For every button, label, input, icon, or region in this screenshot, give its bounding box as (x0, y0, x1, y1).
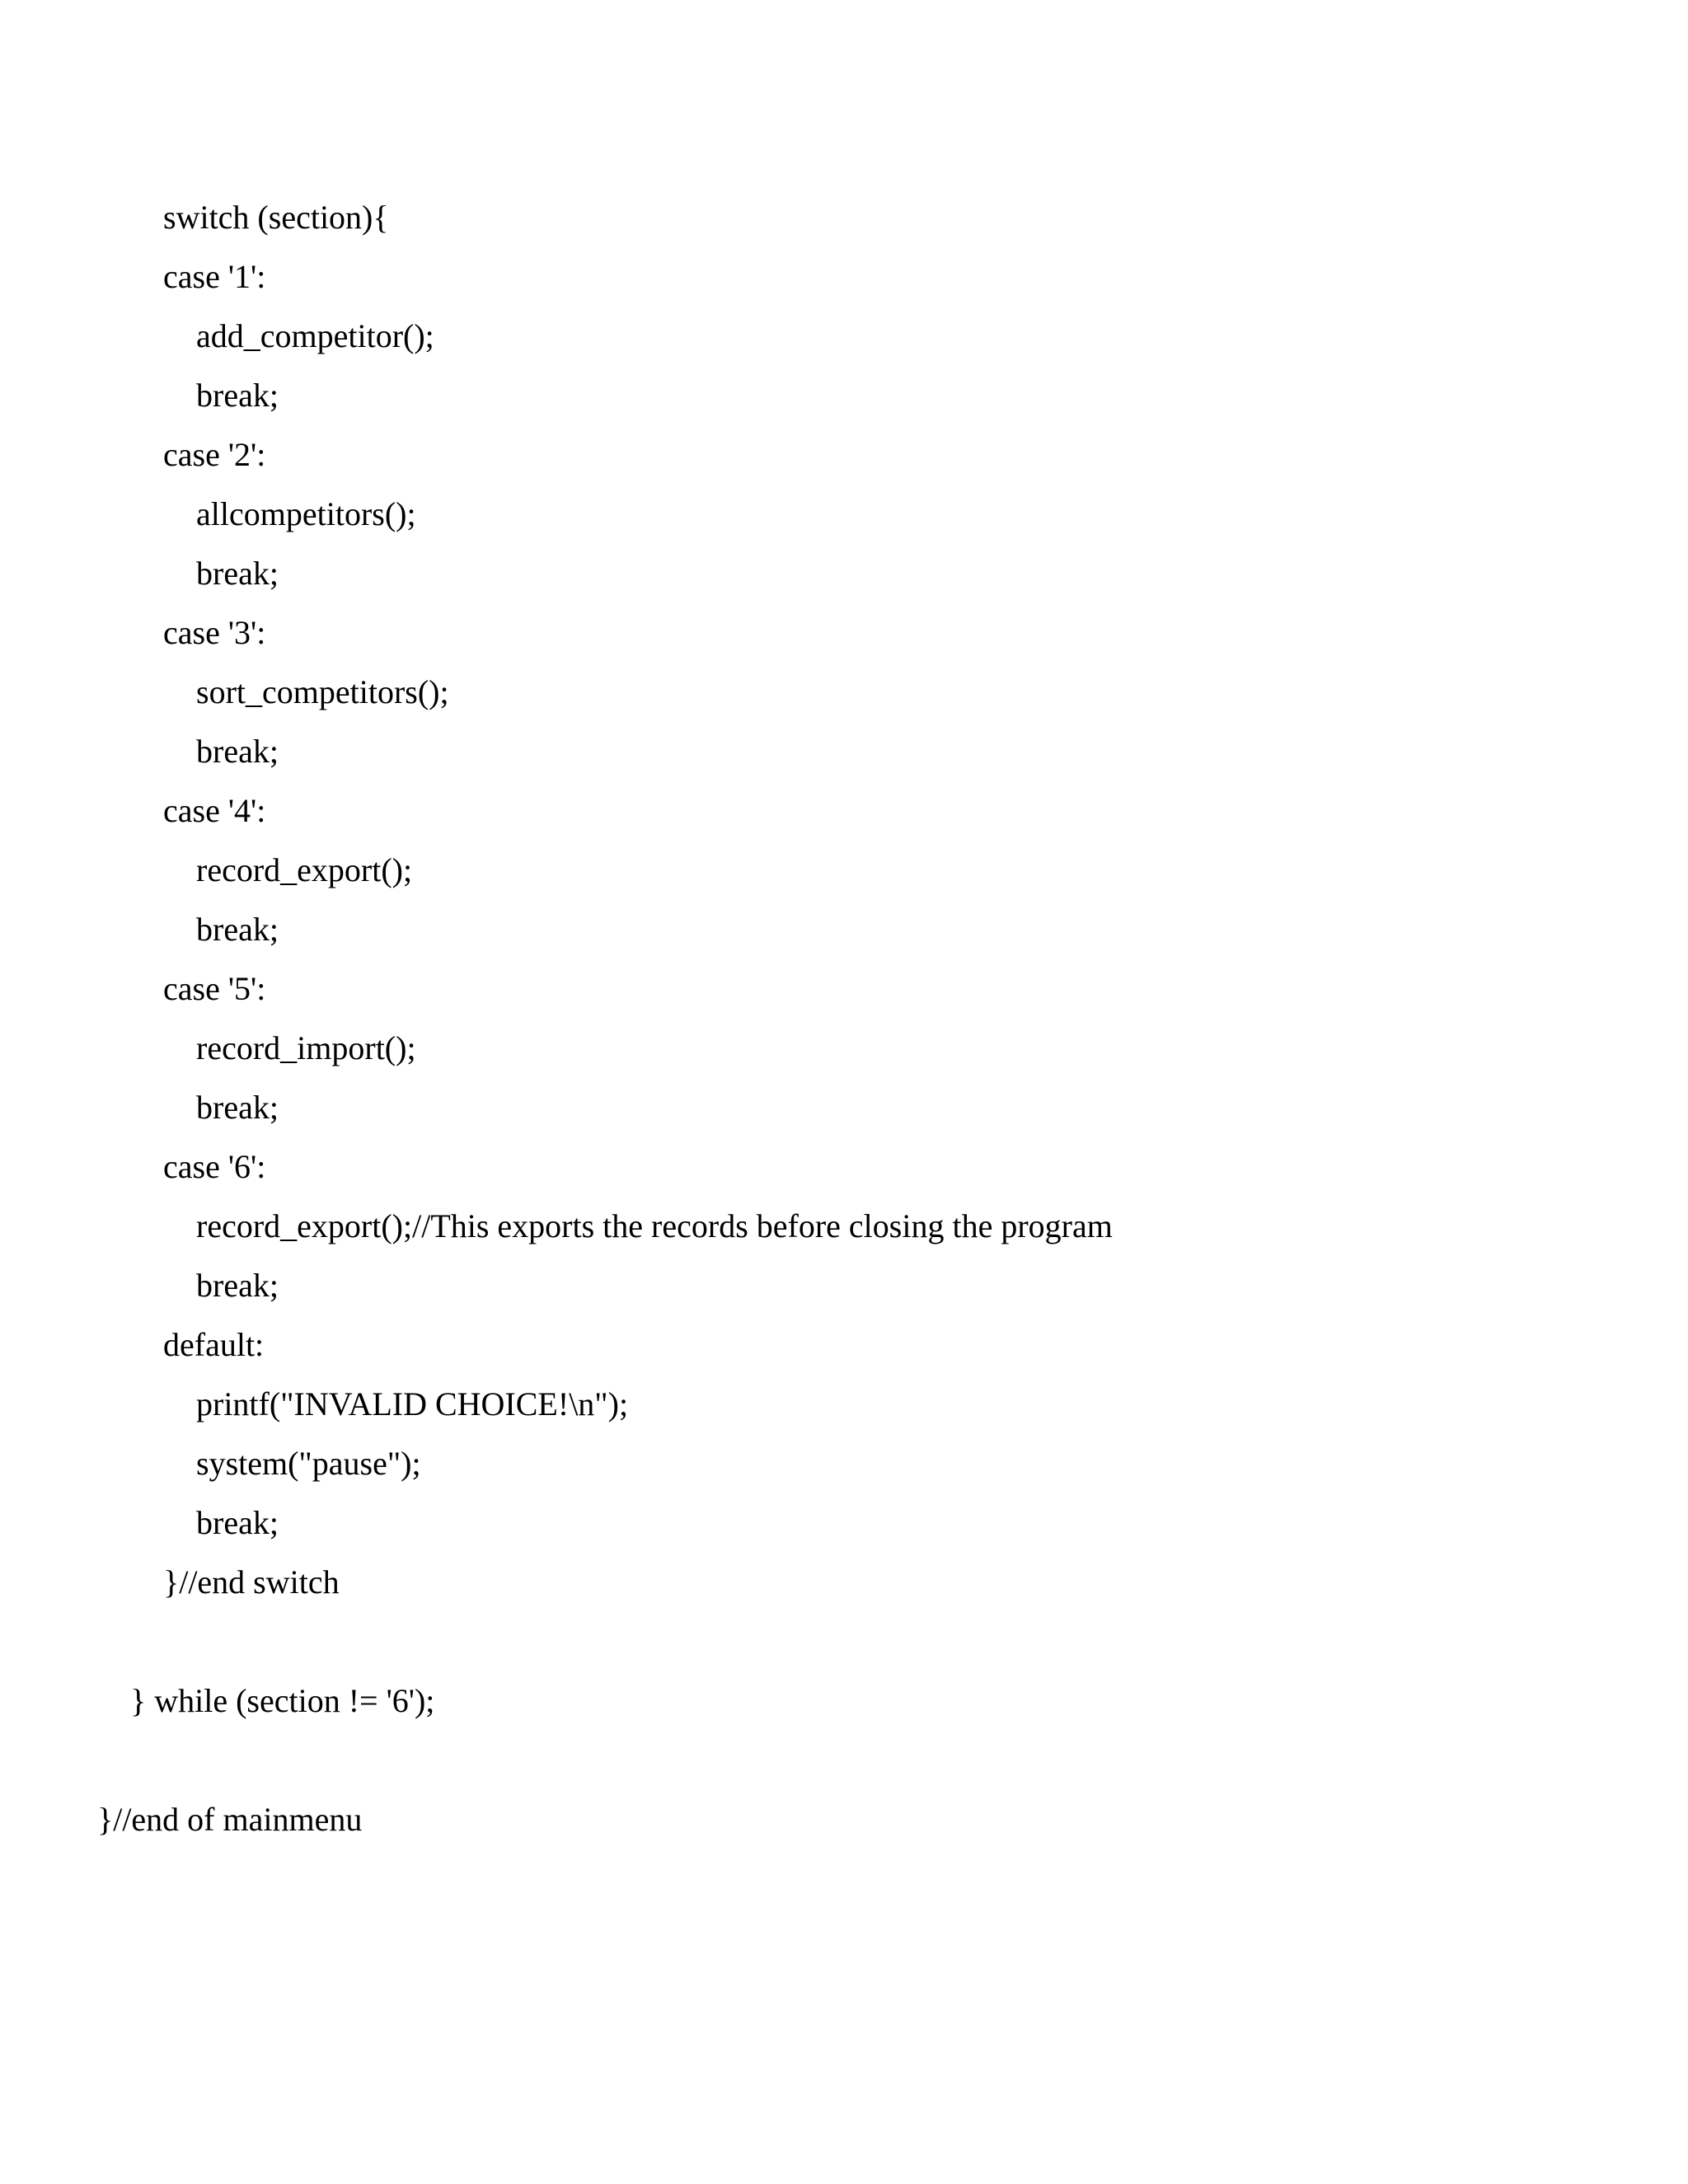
system-pause-call: system("pause"); (196, 1445, 421, 1482)
record-export-comment-line: record_export();//This exports the records before closing the program (196, 1207, 1113, 1244)
record-import-call: record_import(); (196, 1029, 416, 1066)
break-statement: break; (196, 1089, 279, 1126)
break-statement: break; (196, 555, 279, 592)
end-switch-line: }//end switch (163, 1563, 340, 1601)
case-1-label: case '1': (163, 258, 266, 295)
record-export-call: record_export(); (196, 851, 413, 888)
while-condition-line: } while (section != '6'); (130, 1682, 435, 1719)
case-3-label: case '3': (163, 614, 266, 651)
switch-statement-line: switch (section){ (163, 199, 389, 236)
break-statement: break; (196, 911, 279, 948)
case-4-label: case '4': (163, 792, 266, 829)
case-2-label: case '2': (163, 436, 266, 473)
break-statement: break; (196, 1504, 279, 1541)
add-competitor-call: add_competitor(); (196, 317, 434, 354)
sort-competitors-call: sort_competitors(); (196, 673, 449, 710)
break-statement: break; (196, 1267, 279, 1304)
allcompetitors-call: allcompetitors(); (196, 495, 416, 532)
break-statement: break; (196, 377, 279, 414)
case-5-label: case '5': (163, 970, 266, 1007)
end-mainmenu-line: }//end of mainmenu (97, 1801, 363, 1838)
break-statement: break; (196, 733, 279, 770)
default-label: default: (163, 1326, 265, 1363)
printf-invalid-choice: printf("INVALID CHOICE!\n"); (196, 1385, 629, 1422)
case-6-label: case '6': (163, 1148, 266, 1185)
